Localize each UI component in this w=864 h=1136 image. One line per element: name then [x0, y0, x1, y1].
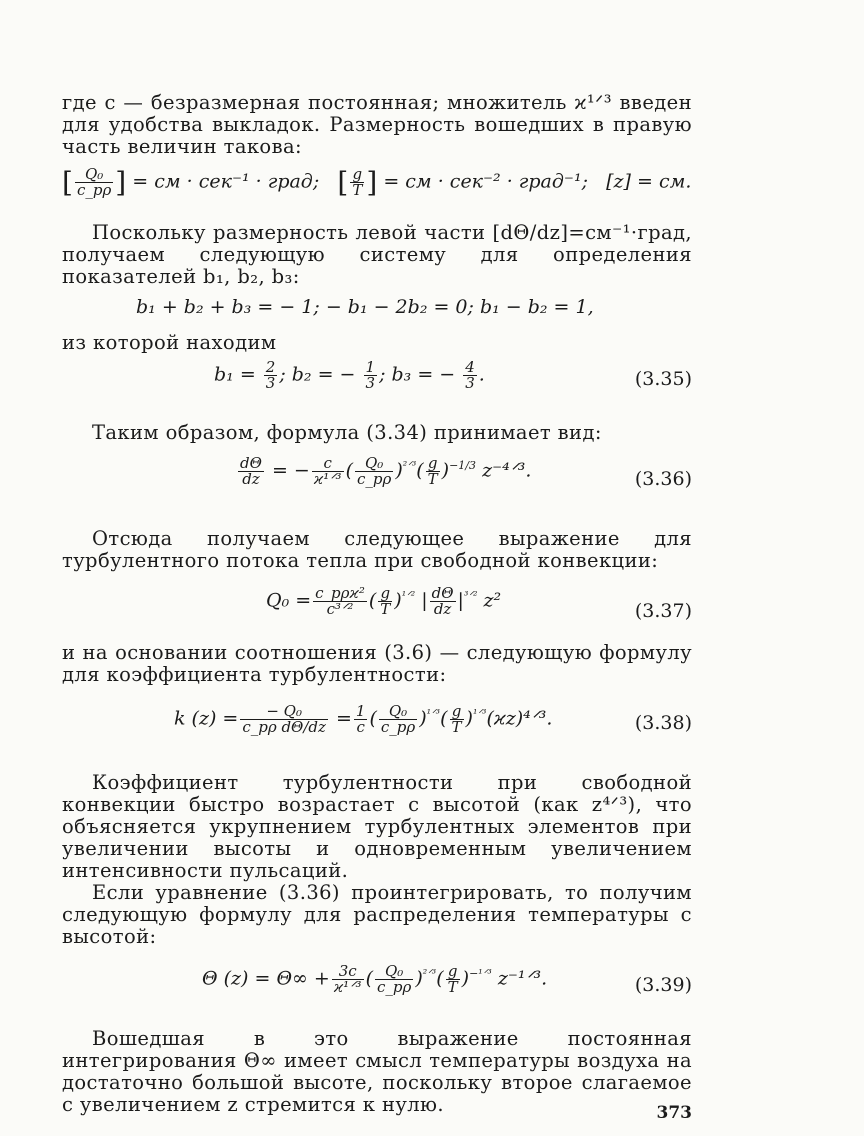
fraction-g-t: $\frac{g}{T}$	[352, 165, 363, 199]
paragraph-4: Таким образом, формула (3.34) принимает вид:	[92, 421, 602, 444]
formula-dimensions: [ $\frac{\text{Q₀}}{c\_p\rho}$ ] = см · сек⁻¹ · град; [ $\frac{g}{T}$ ] = см · сек⁻² · град⁻¹; [z] = см.	[62, 165, 692, 199]
equation-number-3-37: (3.37)	[634, 600, 692, 622]
formula-3-36: $\frac{d\Theta}{dz}$ = − $\frac{c}{\text{ϰ¹ᐟ³}}$ ( $\frac{\text{Q₀}}{c\_p\rho}$ )$^{^2ᐟ^3}$( $\frac{g}{T}$ )$^{-1/3}$ z⁻⁴ᐟ³. (3.36)	[240, 454, 692, 490]
equation-number-3-38: (3.38)	[634, 712, 692, 734]
formula-system: b₁ + b₂ + b₃ = − 1; − b₁ − 2b₂ = 0; b₁ − b₂ = 1,	[136, 296, 594, 318]
fraction-q0-cprho: $\frac{\text{Q₀}}{c\_p\rho}$	[76, 165, 112, 199]
paragraph-5: Отсюда получаем следующее выражение для турбулентного потока тепла при свободной конвекции:	[62, 527, 692, 572]
equation-number-3-35: (3.35)	[634, 368, 692, 390]
dims-rhs-3: [z] = см.	[606, 170, 692, 193]
equation-number-3-39: (3.39)	[634, 974, 692, 996]
formula-3-35: b₁ = $\frac{2}{3}$ ; b₂ = − $\frac{1}{3}$ ; b₃ = − $\frac{4}{3}$ . (3.35)	[214, 358, 692, 392]
formula-3-39: Θ (z) = Θ∞ + $\frac{3c}{\text{ϰ¹ᐟ³}}$ ( $\frac{\text{Q₀}}{c\_p\rho}$ )$^{^2ᐟ^3}$( $\frac{g}{T}$ )$^{-^1ᐟ^3}$ z⁻¹ᐟ³. (3.39)	[202, 962, 692, 996]
page-body	[62, 92, 692, 1116]
paragraph-7: Коэффициент турбулентности при свободной конвекции быстро возрастает с высотой (как z⁴ᐟ³), что объясняется укрупнением турбулентных элементов при увеличении высоты и одновременным увеличением интенсивности пульсаций.	[62, 771, 692, 882]
formula-3-38: k (z) = $\frac{\text{− Q₀}}{\text{c\_pρ dΘ/dz}}$ = $\frac{1}{c}$ ( $\frac{\text{Q₀}}{c\_p\rho}$ )$^{^1ᐟ^3}$( $\frac{g}{T}$ )$^{^1ᐟ^3}$(ϰz)⁴ᐟ³. (3.38)	[174, 702, 692, 736]
paragraph-9: Вошедшая в это выражение постоянная интегрирования Θ∞ имеет смысл температуры воздуха на достаточно большой высоте, поскольку второе слагаемое с увеличением z стремится к нулю.	[62, 1027, 692, 1116]
paragraph-2: Поскольку размерность левой части [dΘ/dz]=см⁻¹·град, получаем следующую систему для определения показателей b₁, b₂, b₃:	[62, 221, 692, 288]
page-number: 373	[656, 1103, 692, 1123]
dims-rhs-1: = см · сек⁻¹ · град;	[132, 170, 320, 193]
paragraph-3: из которой находим	[62, 331, 277, 354]
equation-number-3-36: (3.36)	[634, 468, 692, 490]
paragraph-6: и на основании соотношения (3.6) — следующую формулу для коэффициента турбулентности:	[62, 641, 692, 686]
paragraph-1: где c — безразмерная постоянная; множитель ϰ¹ᐟ³ введен для удобства выкладок. Размерность вошедших в правую часть величин такова:	[62, 91, 692, 158]
paragraph-8: Если уравнение (3.36) проинтегрировать, то получим следующую формулу для распределения температуры с высотой:	[62, 881, 692, 948]
formula-3-37: Q₀ = $\frac{\text{c\_pρϰ²}}{\text{c³ᐟ²}}$ ( $\frac{g}{T}$ )$^{^1ᐟ^2}$ | $\frac{d\Theta}{dz}$ $|^{^3ᐟ^2}$ z² (3.37)	[266, 584, 692, 622]
dims-rhs-2: = см · сек⁻² · град⁻¹;	[383, 170, 588, 193]
